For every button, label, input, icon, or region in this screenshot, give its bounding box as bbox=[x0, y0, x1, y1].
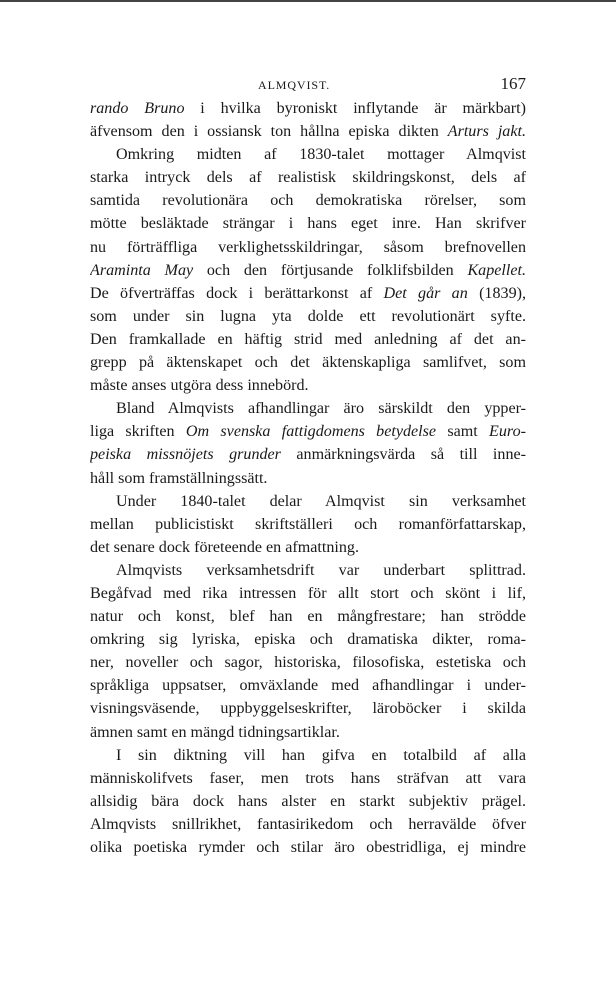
text-segment: I sin diktning vill han gifva en totalbild af alla bbox=[116, 746, 526, 764]
italic-title: Det går an bbox=[383, 284, 468, 302]
text-line bbox=[90, 259, 526, 282]
text-line bbox=[90, 628, 526, 651]
text-segment: måste anses utgöra dess innebörd. bbox=[90, 377, 309, 395]
text-line bbox=[90, 443, 526, 466]
running-title: ALMQVIST. bbox=[258, 78, 331, 92]
text-segment: Bland Almqvists afhandlingar äro särskildt den ypper- bbox=[116, 400, 526, 418]
text-line bbox=[90, 674, 526, 697]
text-segment: anmärkningsvärda så till inne- bbox=[280, 446, 526, 464]
text-segment: grepp på äktenskapet och det äktenskapliga samlifvet, som bbox=[90, 354, 526, 372]
text-line bbox=[90, 721, 526, 744]
text-segment: Almqvists snillrikhet, fantasirikedom och herravälde öfver bbox=[90, 815, 526, 833]
text-line bbox=[90, 744, 526, 767]
body-text bbox=[90, 97, 526, 859]
text-line bbox=[90, 790, 526, 813]
text-segment: Den framkallade en häftig strid med anledning af det an- bbox=[90, 330, 526, 348]
text-segment: ner, noveller och sagor, historiska, filosofiska, estetiska och bbox=[90, 654, 526, 672]
text-segment: som under sin lugna yta dolde ett revolutionärt syfte. bbox=[90, 307, 526, 325]
italic-title: peiska missnöjets grunder bbox=[90, 446, 281, 464]
text-line bbox=[90, 374, 526, 397]
text-line bbox=[90, 582, 526, 605]
italic-title: rando Bruno bbox=[90, 100, 185, 117]
text-line bbox=[90, 351, 526, 374]
text-segment: visningsväsende, uppbyggelseskrifter, läroböcker i skilda bbox=[90, 700, 526, 718]
text-segment: olika poetiska rymder och stilar äro obestridliga, ej mindre bbox=[90, 839, 526, 856]
italic-title: Arturs jakt. bbox=[447, 123, 526, 141]
text-segment: allsidig bära dock hans alster en starkt subjektiv prägel. bbox=[90, 792, 526, 810]
text-line bbox=[90, 282, 526, 305]
text-line bbox=[90, 490, 526, 513]
text-line bbox=[90, 536, 526, 559]
text-line bbox=[90, 97, 526, 120]
text-line bbox=[90, 212, 526, 235]
italic-title: Kapellet. bbox=[467, 261, 526, 279]
text-segment: omkring sig lyriska, episka och dramatiska dikter, roma- bbox=[90, 631, 526, 649]
text-segment: natur och konst, blef han en mångfrestare; han strödde bbox=[90, 608, 526, 626]
text-line bbox=[90, 513, 526, 536]
text-line bbox=[90, 236, 526, 259]
text-segment: mötte besläktade strängar i hans eget inre. Han skrifver bbox=[90, 215, 526, 233]
text-line bbox=[90, 328, 526, 351]
italic-title: Araminta May bbox=[90, 261, 194, 279]
text-line bbox=[90, 189, 526, 212]
text-segment: Omkring midten af 1830-talet mottager Almqvist bbox=[116, 146, 526, 164]
text-line bbox=[90, 166, 526, 189]
text-line bbox=[90, 305, 526, 328]
text-segment: nu förträffliga verklighetsskildringar, såsom brefnovellen bbox=[90, 238, 526, 256]
text-line bbox=[90, 651, 526, 674]
text-line bbox=[90, 813, 526, 836]
text-line bbox=[90, 559, 526, 582]
text-segment: samtida revolutionära och demokratiska rörelser, som bbox=[90, 192, 526, 210]
top-edge-rule bbox=[0, 0, 616, 2]
text-segment: och den förtjusande folklifsbilden bbox=[193, 261, 468, 279]
text-segment: liga skriften bbox=[90, 423, 186, 441]
text-segment: Under 1840-talet delar Almqvist sin verksamhet bbox=[116, 492, 526, 510]
text-segment: (1839), bbox=[467, 284, 526, 302]
text-line bbox=[90, 120, 526, 143]
text-segment: håll som framställningssätt. bbox=[90, 469, 268, 487]
text-line bbox=[90, 143, 526, 166]
text-segment: det senare dock företeende en afmattning. bbox=[90, 538, 359, 556]
text-segment: Begåfvad med rika intressen för allt stort och skönt i lif, bbox=[90, 584, 526, 602]
text-segment: samt bbox=[436, 423, 490, 441]
text-segment: mellan publicistiskt skriftställeri och romanförfattarskap, bbox=[90, 515, 526, 533]
text-segment: äfvensom den i ossiansk ton hållna episka dikten bbox=[90, 123, 448, 141]
italic-title: Euro- bbox=[489, 423, 526, 441]
running-head bbox=[90, 74, 526, 98]
text-line bbox=[90, 605, 526, 628]
text-segment: språkliga uppsatser, omväxlande med afhandlingar i under- bbox=[90, 677, 526, 695]
text-line bbox=[90, 836, 526, 859]
page-number: 167 bbox=[500, 74, 526, 93]
text-segment: ämnen samt en mängd tidningsartiklar. bbox=[90, 723, 340, 741]
italic-title: Om svenska fattigdomens betydelse bbox=[185, 423, 437, 441]
text-line bbox=[90, 767, 526, 790]
text-line bbox=[90, 397, 526, 420]
text-line bbox=[90, 420, 526, 443]
text-line bbox=[90, 697, 526, 720]
text-segment: De öfverträffas dock i berättarkonst af bbox=[90, 284, 384, 302]
text-segment: Almqvists verksamhetsdrift var underbart splittrad. bbox=[116, 561, 526, 579]
text-line bbox=[90, 467, 526, 490]
text-segment: i hvilka byroniskt inflytande är märkbart) bbox=[184, 100, 526, 117]
text-segment: människolifvets faser, men trots hans sträfvan att vara bbox=[90, 769, 526, 787]
text-segment: starka intryck dels af realistisk skildringskonst, dels af bbox=[90, 169, 526, 187]
